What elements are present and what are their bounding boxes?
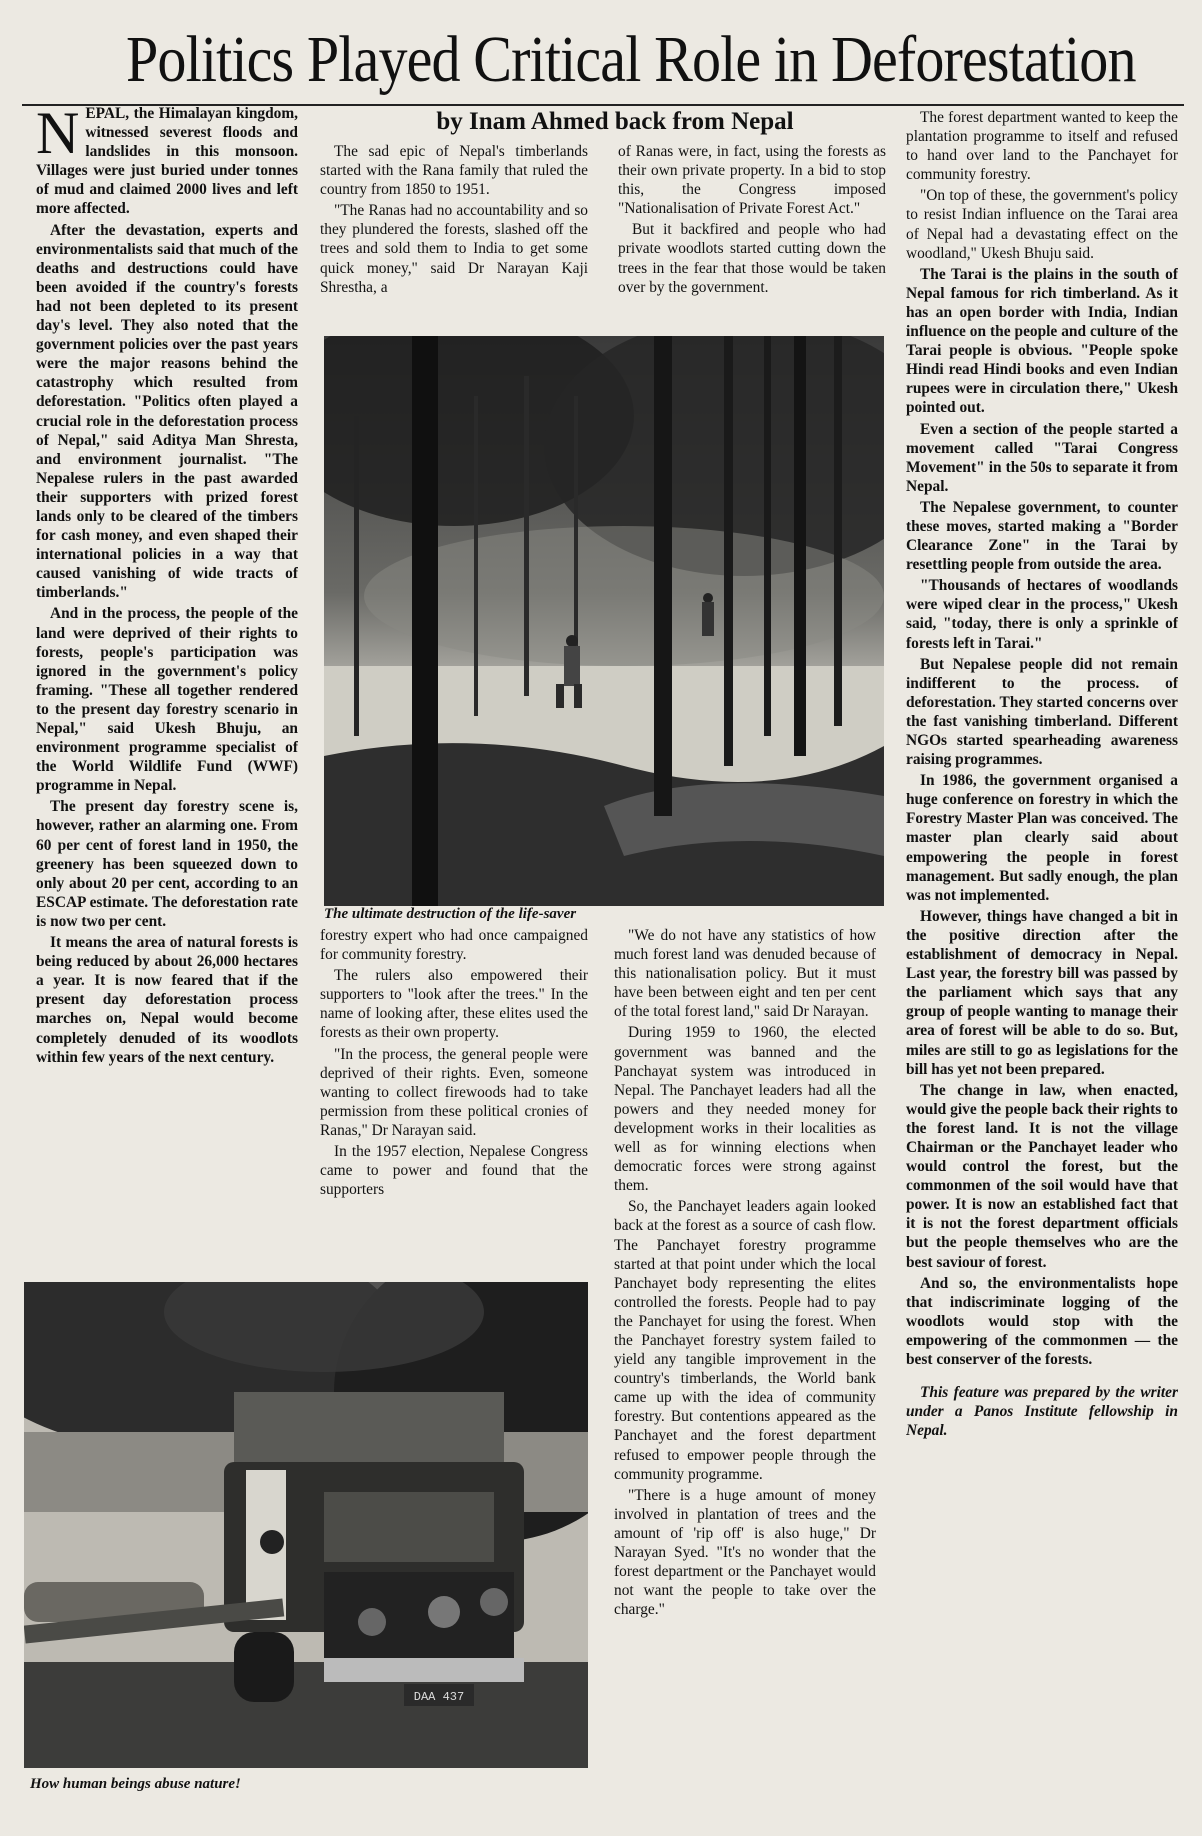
paragraph: In the 1957 election, Nepalese Congress came to power and found that the supporters	[320, 1143, 588, 1199]
column-2-top	[320, 142, 588, 336]
paragraph: "Thousands of hectares of woodlands were wiped clear in the process," Ukesh said, "today, there is only a sprinkle of forests left in Tarai."	[906, 577, 1178, 652]
paragraph: Even a section of the people started a movement called "Tarai Congress Movement" in the 50s to separate it from Nepal.	[906, 420, 1178, 495]
lead-text: EPAL, the Himalayan kingdom, witnessed severest floods and landslides in this monsoon. Villages were just buried under tonnes of mud and claimed 2000 lives and left more affected.	[36, 105, 298, 218]
paragraph: The change in law, when enacted, would give the people back their rights to the forest land. It is not the village Chairman or the Panchayet leader who would control the forest, but the commonmen of the soil would have that power. It is now an established fact that it is not the forest department officials but the people themselves who are the best saviour of forest.	[906, 1081, 1178, 1271]
forest-photo	[324, 336, 884, 906]
paragraph: However, things have changed a bit in the positive direction after the establishment of democracy in Nepal. Last year, the forestry bill was passed by the parliament which says that any group of people wanting to manage their area of forest will be able to do so. But, miles are still to go as legislations for the bill has yet not been prepared.	[906, 907, 1178, 1078]
paragraph: The rulers also empowered their supporters to "look after the trees." In the name of looking after, these elites used the forests as their own property.	[320, 967, 588, 1042]
paragraph: So, the Panchayet leaders again looked back at the forest as a source of cash flow. The Panchayet forestry programme started at that point under which the local Panchayet body representing the elites controlled the forests. People had to pay the Panchayet for using the forest. When the Panchayet forestry system failed to yield any tangible improvement in the country's timberlands, the World bank came up with the idea of community forestry. But contentions appeared as the Panchayet and the forest department refused to empower people through the community programme.	[614, 1198, 876, 1483]
paragraph: "We do not have any statistics of how much forest land was denuded because of this nationalisation policy. But it must have been between eight and ten per cent of the total forest land," said Dr Narayan.	[614, 927, 876, 1021]
column-1	[36, 104, 298, 1274]
truck-photo-image	[24, 1282, 588, 1768]
paragraph: And in the process, the people of the land were deprived of their rights to forests, people's participation was ignored in the government's policy framing. "These all together rendered to the present day forestry scenario in Nepal," said Ukesh Bhuju, an environment programme specialist of the World Wildlife Fund (WWF) programme in Nepal.	[36, 605, 298, 795]
paragraph: It means the area of natural forests is being reduced by about 26,000 hectares a year. It is now feared that if the present day deforestation process marches on, Nepal would become completely denuded of its woodlots within few years of the next century.	[36, 934, 298, 1066]
paragraph: The sad epic of Nepal's timberlands started with the Rana family that ruled the country from 1850 to 1951.	[320, 143, 588, 199]
paragraph: The Nepalese government, to counter these moves, started making a "Border Clearance Zone" in the Tarai by resettling people from outside the area.	[906, 498, 1178, 574]
paragraph: The present day forestry scene is, however, rather an alarming one. From 60 per cent of forest land in 1950, the greenery has been squeezed down to only about 20 per cent, according to an ESCAP estimate. The deforestation rate is now two per cent.	[36, 798, 298, 930]
drop-cap: N	[36, 104, 80, 166]
truck-photo	[24, 1282, 588, 1768]
paragraph: But Nepalese people did not remain indifferent to the process. of deforestation. They started concerns over the fast vanishing timberland. Different NGOs started spearheading awareness raising programmes.	[906, 655, 1178, 769]
paragraph: forestry expert who had once campaigned for community forestry.	[320, 927, 588, 964]
truck-photo-caption: How human beings abuse nature!	[30, 1776, 241, 1792]
forest-photo-caption: The ultimate destruction of the life-saver	[324, 906, 577, 922]
forest-photo-image	[324, 336, 884, 906]
column-3-top	[618, 142, 886, 336]
feature-credit: This feature was prepared by the writer under a Panos Institute fellowship in Nepal.	[906, 1384, 1178, 1440]
paragraph: "On top of these, the government's policy to resist Indian influence on the Tarai area of Nepal had a devastating effect on the woodland," Ukesh Bhuju said.	[906, 187, 1178, 262]
paragraph: And so, the environmentalists hope that indiscriminate logging of the woodlots would stop with the empowering of the commonmen — the best conserver of the forests.	[906, 1274, 1178, 1368]
paragraph: After the devastation, experts and environmentalists said that much of the deaths and destructions could have been avoided if the country's forests had not been depleted to its present day's level. They also noted that the government policies over the past years were the major reasons behind the catastrophy which resulted from deforestation. "Politics often played a crucial role in the deforestation process of Nepal," said Aditya Man Shresta, and environment journalist. "The Nepalese rulers in the past awarded their supporters with prized forest lands only to be cleared of the timbers for cash money, and even shaped their international policies in a way that caused vanishing of wide tracts of timberlands."	[36, 221, 298, 602]
paragraph: During 1959 to 1960, the elected government was banned and the Panchayat system was introduced in Nepal. The Panchayet leaders had all the powers and they needed money for development works in their localities as well as for winning elections when democratic forces were strong against them.	[614, 1024, 876, 1195]
paragraph: "There is a huge amount of money involved in plantation of trees and the amount of 'rip off' is also huge," Dr Narayan Syed. "It's no wonder that the forest department or the Panchayet would not want the people to take over the charge."	[614, 1486, 876, 1619]
column-4	[906, 108, 1178, 1808]
headline: Politics Played Critical Role in Deforestation	[126, 23, 1136, 96]
paragraph: "The Ranas had no accountability and so they plundered the forests, slashed off the trees and sold them to India to get some quick money," said Dr Narayan Kaji Shrestha, a	[320, 202, 588, 296]
byline: by Inam Ahmed back from Nepal	[436, 108, 794, 135]
paragraph: "In the process, the general people were deprived of their rights. Even, someone wanting to collect firewoods had to take permission from these political cronies of Ranas," Dr Narayan said.	[320, 1045, 588, 1139]
paragraph: of Ranas were, in fact, using the forests as their own private property. In a bid to stop this, the Congress imposed "Nationalisation of Private Forest Act."	[618, 143, 886, 218]
truck-licence-plate: DAA 437	[413, 1690, 465, 1704]
paragraph: But it backfired and people who had private woodlots started cutting down the trees in the fear that those would be taken over by the government.	[618, 221, 886, 296]
paragraph: The Tarai is the plains in the south of Nepal famous for rich timberland. As it has an open border with India, Indian influence on the people and culture of the Tarai people is obvious. "People spoke Hindi read Hindi books and even Indian rupees were in circulation there," Ukesh pointed out.	[906, 265, 1178, 417]
article-lead	[36, 104, 298, 219]
column-2-bottom	[320, 926, 588, 1276]
paragraph: In 1986, the government organised a huge conference on forestry in which the Forestry Master Plan was conceived. The master plan clearly said about empowering the people in forest management. But sadly enough, the plan was not implemented.	[906, 772, 1178, 904]
column-3-bottom	[614, 926, 876, 1806]
paragraph: The forest department wanted to keep the plantation programme to itself and refused to hand over land to the Panchayet for community forestry.	[906, 109, 1178, 184]
